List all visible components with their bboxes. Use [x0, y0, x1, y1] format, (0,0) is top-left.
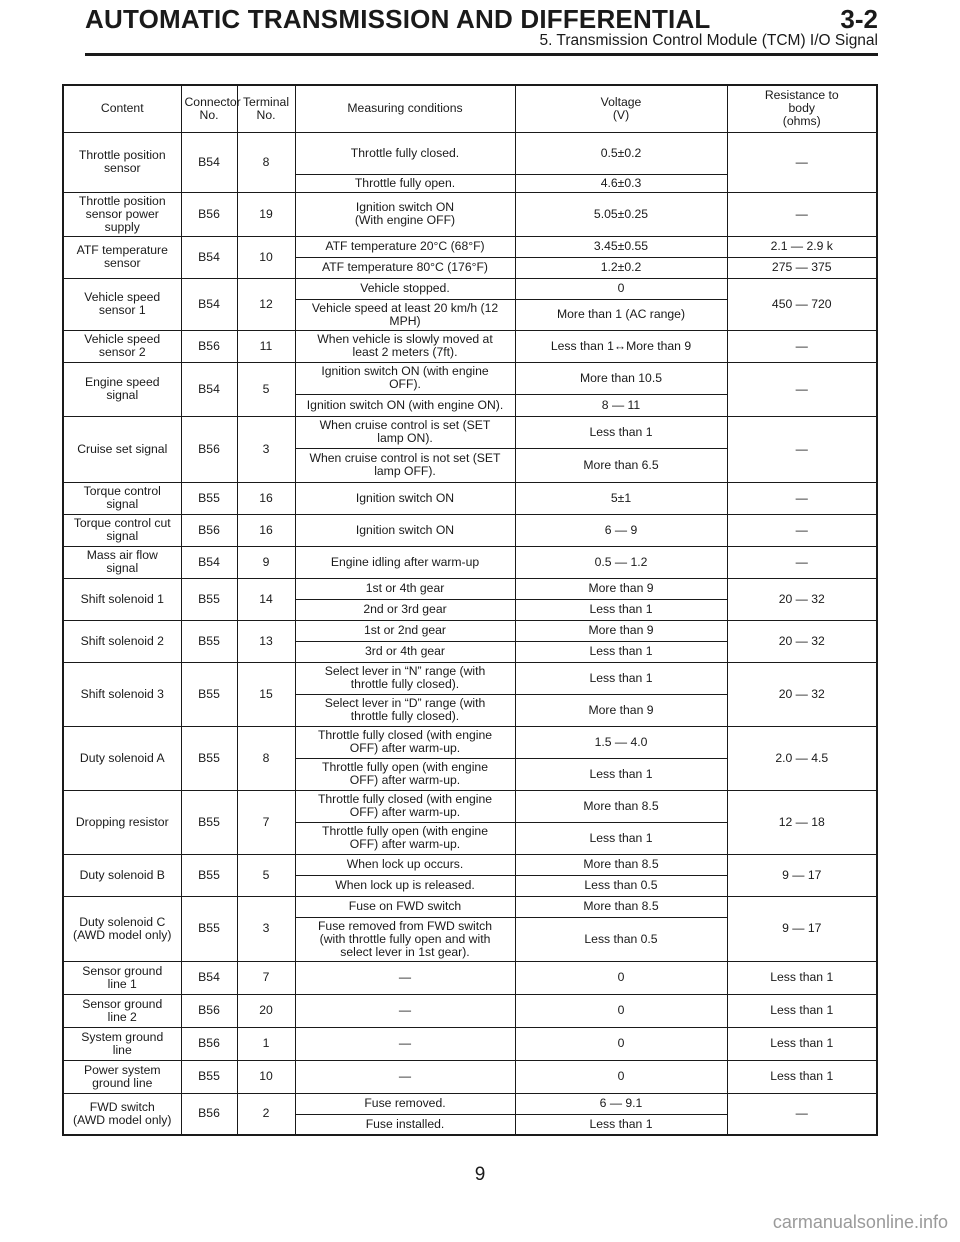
- table-cell: When cruise control is not set (SET lamp OFF).: [295, 448, 515, 482]
- table-cell: —: [727, 132, 877, 192]
- table-cell: 9: [237, 546, 295, 578]
- table-cell: More than 9: [515, 694, 727, 726]
- table-row: [63, 726, 877, 758]
- table-row: [63, 1093, 877, 1114]
- table-cell: Mass air flow signal: [63, 546, 181, 578]
- table-cell: Throttle position sensor power supply: [63, 192, 181, 236]
- table-cell: B55: [181, 620, 237, 662]
- table-cell: 1st or 4th gear: [295, 578, 515, 599]
- table-cell: Sensor ground line 1: [63, 961, 181, 994]
- table-cell: 12: [237, 278, 295, 330]
- table-header: [63, 85, 877, 132]
- section-number: 3-2: [840, 4, 878, 34]
- tcm-io-signal-table: [62, 84, 878, 1136]
- table-cell: B56: [181, 192, 237, 236]
- table-cell: Ignition switch ON (with engine OFF).: [295, 362, 515, 394]
- table-cell: 5: [237, 362, 295, 416]
- table-cell: 3: [237, 416, 295, 482]
- table-row: [63, 192, 877, 236]
- table-cell: Less than 1: [727, 1027, 877, 1060]
- table-cell: Vehicle speed sensor 2: [63, 330, 181, 362]
- table-cell: B54: [181, 546, 237, 578]
- table-cell: Vehicle speed at least 20 km/h (12 MPH): [295, 299, 515, 330]
- table-cell: 450 — 720: [727, 278, 877, 330]
- table-row: [63, 416, 877, 448]
- table-cell: More than 10.5: [515, 362, 727, 394]
- header-cell: Content: [63, 85, 181, 132]
- table-cell: B56: [181, 1027, 237, 1060]
- table-cell: 7: [237, 961, 295, 994]
- table-row: [63, 236, 877, 257]
- table-cell: Less than 1↔More than 9: [515, 330, 727, 362]
- table-cell: When lock up occurs.: [295, 854, 515, 875]
- table-row: [63, 278, 877, 299]
- table-cell: Fuse removed.: [295, 1093, 515, 1114]
- table-row: [63, 514, 877, 546]
- table-cell: —: [727, 192, 877, 236]
- table-cell: Select lever in “D” range (with throttle fully closed).: [295, 694, 515, 726]
- table-cell: B55: [181, 854, 237, 896]
- watermark: carmanualsonline.info: [772, 1212, 948, 1232]
- table-cell: More than 1 (AC range): [515, 299, 727, 330]
- table-row: [63, 546, 877, 578]
- table-cell: 13: [237, 620, 295, 662]
- table-cell: 16: [237, 482, 295, 514]
- table-cell: 5±1: [515, 482, 727, 514]
- table-cell: More than 8.5: [515, 896, 727, 917]
- table-cell: Less than 1: [515, 416, 727, 448]
- table-cell: More than 9: [515, 578, 727, 599]
- table-cell: —: [727, 1093, 877, 1135]
- table-cell: Less than 1: [515, 822, 727, 854]
- table-cell: Ignition switch ON: [295, 482, 515, 514]
- table-cell: Less than 1: [515, 1114, 727, 1135]
- chapter-title: AUTOMATIC TRANSMISSION AND DIFFERENTIAL: [85, 4, 711, 34]
- table-cell: 7: [237, 790, 295, 854]
- table-cell: Vehicle speed sensor 1: [63, 278, 181, 330]
- table-cell: B56: [181, 330, 237, 362]
- table-cell: B54: [181, 362, 237, 416]
- table-cell: Vehicle stopped.: [295, 278, 515, 299]
- table-cell: Fuse on FWD switch: [295, 896, 515, 917]
- table-cell: 2.1 — 2.9 k: [727, 236, 877, 257]
- header-cell: Terminal No.: [237, 85, 295, 132]
- table-row: [63, 896, 877, 917]
- table-cell: ATF temperature 80°C (176°F): [295, 257, 515, 278]
- table-cell: More than 8.5: [515, 790, 727, 822]
- table-cell: 9 — 17: [727, 896, 877, 961]
- table-cell: B56: [181, 994, 237, 1027]
- table-cell: 0: [515, 1027, 727, 1060]
- table-cell: Less than 1: [515, 641, 727, 662]
- table-cell: FWD switch (AWD model only): [63, 1093, 181, 1135]
- table-cell: B55: [181, 896, 237, 961]
- table-cell: More than 8.5: [515, 854, 727, 875]
- table-row: [63, 854, 877, 875]
- table-cell: 11: [237, 330, 295, 362]
- table-cell: Throttle fully closed (with engine OFF) after warm-up.: [295, 790, 515, 822]
- table-cell: 20 — 32: [727, 620, 877, 662]
- table-cell: 5.05±0.25: [515, 192, 727, 236]
- table-cell: Duty solenoid A: [63, 726, 181, 790]
- table-cell: 0: [515, 994, 727, 1027]
- table-cell: Duty solenoid B: [63, 854, 181, 896]
- table-cell: 10: [237, 1060, 295, 1093]
- table-cell: B55: [181, 482, 237, 514]
- page-number: 9: [474, 1164, 486, 1185]
- table-cell: —: [295, 961, 515, 994]
- table-row: [63, 132, 877, 174]
- table-cell: Fuse removed from FWD switch (with throttle fully open and with select lever in 1st gear).: [295, 917, 515, 961]
- table-row: [63, 662, 877, 694]
- table-cell: 0.5 — 1.2: [515, 546, 727, 578]
- table-cell: Engine speed signal: [63, 362, 181, 416]
- table-cell: More than 6.5: [515, 448, 727, 482]
- header-cell: Connector No.: [181, 85, 237, 132]
- table-cell: —: [295, 1027, 515, 1060]
- table-cell: Less than 1: [727, 1060, 877, 1093]
- table-cell: B55: [181, 662, 237, 726]
- table-cell: Shift solenoid 1: [63, 578, 181, 620]
- table-row: [63, 362, 877, 394]
- table-row: [63, 961, 877, 994]
- table-cell: 1.5 — 4.0: [515, 726, 727, 758]
- table-cell: 20 — 32: [727, 578, 877, 620]
- table-cell: B55: [181, 578, 237, 620]
- table-cell: 20: [237, 994, 295, 1027]
- table-cell: Less than 1: [727, 961, 877, 994]
- header-row: [63, 85, 877, 132]
- table-cell: 6 — 9: [515, 514, 727, 546]
- table-cell: B54: [181, 961, 237, 994]
- table-cell: 19: [237, 192, 295, 236]
- table-row: [63, 1060, 877, 1093]
- table-row: [63, 482, 877, 514]
- table-cell: Shift solenoid 2: [63, 620, 181, 662]
- table-cell: Ignition switch ON (With engine OFF): [295, 192, 515, 236]
- table-cell: Throttle fully open (with engine OFF) after warm-up.: [295, 758, 515, 790]
- table-cell: Duty solenoid C (AWD model only): [63, 896, 181, 961]
- table-cell: B56: [181, 514, 237, 546]
- table-cell: 2: [237, 1093, 295, 1135]
- table-cell: B54: [181, 278, 237, 330]
- table-cell: 8: [237, 132, 295, 192]
- table-cell: B55: [181, 726, 237, 790]
- table-cell: 3.45±0.55: [515, 236, 727, 257]
- table-row: [63, 790, 877, 822]
- table-cell: B55: [181, 790, 237, 854]
- header-cell: Measuring conditions: [295, 85, 515, 132]
- table-cell: 20 — 32: [727, 662, 877, 726]
- table-cell: —: [295, 1060, 515, 1093]
- table-cell: Less than 1: [515, 758, 727, 790]
- table-row: [63, 330, 877, 362]
- table-cell: B56: [181, 1093, 237, 1135]
- table-cell: Less than 0.5: [515, 917, 727, 961]
- table-cell: Cruise set signal: [63, 416, 181, 482]
- table-cell: 8 — 11: [515, 394, 727, 416]
- table-cell: Throttle position sensor: [63, 132, 181, 192]
- table-cell: 16: [237, 514, 295, 546]
- table-row: [63, 578, 877, 599]
- table-cell: 4.6±0.3: [515, 174, 727, 192]
- header-rule: [85, 53, 878, 56]
- table-cell: 8: [237, 726, 295, 790]
- table-cell: 0.5±0.2: [515, 132, 727, 174]
- table-cell: ATF temperature sensor: [63, 236, 181, 278]
- table-cell: —: [727, 330, 877, 362]
- table-cell: Torque control signal: [63, 482, 181, 514]
- table-cell: 15: [237, 662, 295, 726]
- table-cell: 2.0 — 4.5: [727, 726, 877, 790]
- table-cell: 9 — 17: [727, 854, 877, 896]
- table-cell: Less than 1: [727, 994, 877, 1027]
- table-cell: 1st or 2nd gear: [295, 620, 515, 641]
- table-cell: Engine idling after warm-up: [295, 546, 515, 578]
- table-cell: When vehicle is slowly moved at least 2 meters (7ft).: [295, 330, 515, 362]
- table-cell: Shift solenoid 3: [63, 662, 181, 726]
- table-cell: System ground line: [63, 1027, 181, 1060]
- table-cell: Ignition switch ON (with engine ON).: [295, 394, 515, 416]
- table-cell: 0: [515, 1060, 727, 1093]
- table-cell: Torque control cut signal: [63, 514, 181, 546]
- table-cell: When cruise control is set (SET lamp ON).: [295, 416, 515, 448]
- table-cell: 5: [237, 854, 295, 896]
- table-cell: Select lever in “N” range (with throttle fully closed).: [295, 662, 515, 694]
- table-cell: Throttle fully closed.: [295, 132, 515, 174]
- table-cell: 0: [515, 961, 727, 994]
- table-cell: 275 — 375: [727, 257, 877, 278]
- table-cell: Throttle fully open (with engine OFF) after warm-up.: [295, 822, 515, 854]
- table-row: [63, 620, 877, 641]
- table-cell: Ignition switch ON: [295, 514, 515, 546]
- table-cell: 12 — 18: [727, 790, 877, 854]
- header-cell: Resistance to body (ohms): [727, 85, 877, 132]
- table-cell: Dropping resistor: [63, 790, 181, 854]
- table-body: [63, 132, 877, 1135]
- table-cell: B55: [181, 1060, 237, 1093]
- table-cell: When lock up is released.: [295, 875, 515, 896]
- table-cell: 14: [237, 578, 295, 620]
- table-cell: More than 9: [515, 620, 727, 641]
- table-cell: Less than 0.5: [515, 875, 727, 896]
- table-row: [63, 1027, 877, 1060]
- table-cell: 0: [515, 278, 727, 299]
- table-cell: Throttle fully closed (with engine OFF) after warm-up.: [295, 726, 515, 758]
- table-cell: —: [295, 994, 515, 1027]
- table-cell: 1: [237, 1027, 295, 1060]
- table-cell: —: [727, 362, 877, 416]
- table-cell: —: [727, 416, 877, 482]
- section-subtitle: 5. Transmission Control Module (TCM) I/O Signal: [539, 32, 878, 49]
- table-row: [63, 994, 877, 1027]
- table-cell: —: [727, 514, 877, 546]
- table-cell: Less than 1: [515, 662, 727, 694]
- table-cell: B56: [181, 416, 237, 482]
- table-cell: —: [727, 546, 877, 578]
- table-cell: 10: [237, 236, 295, 278]
- table-cell: Sensor ground line 2: [63, 994, 181, 1027]
- table-cell: 2nd or 3rd gear: [295, 599, 515, 620]
- table-cell: 3rd or 4th gear: [295, 641, 515, 662]
- table-cell: 3: [237, 896, 295, 961]
- header-cell: Voltage (V): [515, 85, 727, 132]
- table-cell: B54: [181, 132, 237, 192]
- table-cell: 1.2±0.2: [515, 257, 727, 278]
- table-cell: Less than 1: [515, 599, 727, 620]
- table-cell: Power system ground line: [63, 1060, 181, 1093]
- table-cell: ATF temperature 20°C (68°F): [295, 236, 515, 257]
- table-cell: Fuse installed.: [295, 1114, 515, 1135]
- table-cell: B54: [181, 236, 237, 278]
- table-cell: 6 — 9.1: [515, 1093, 727, 1114]
- table-cell: Throttle fully open.: [295, 174, 515, 192]
- table-cell: —: [727, 482, 877, 514]
